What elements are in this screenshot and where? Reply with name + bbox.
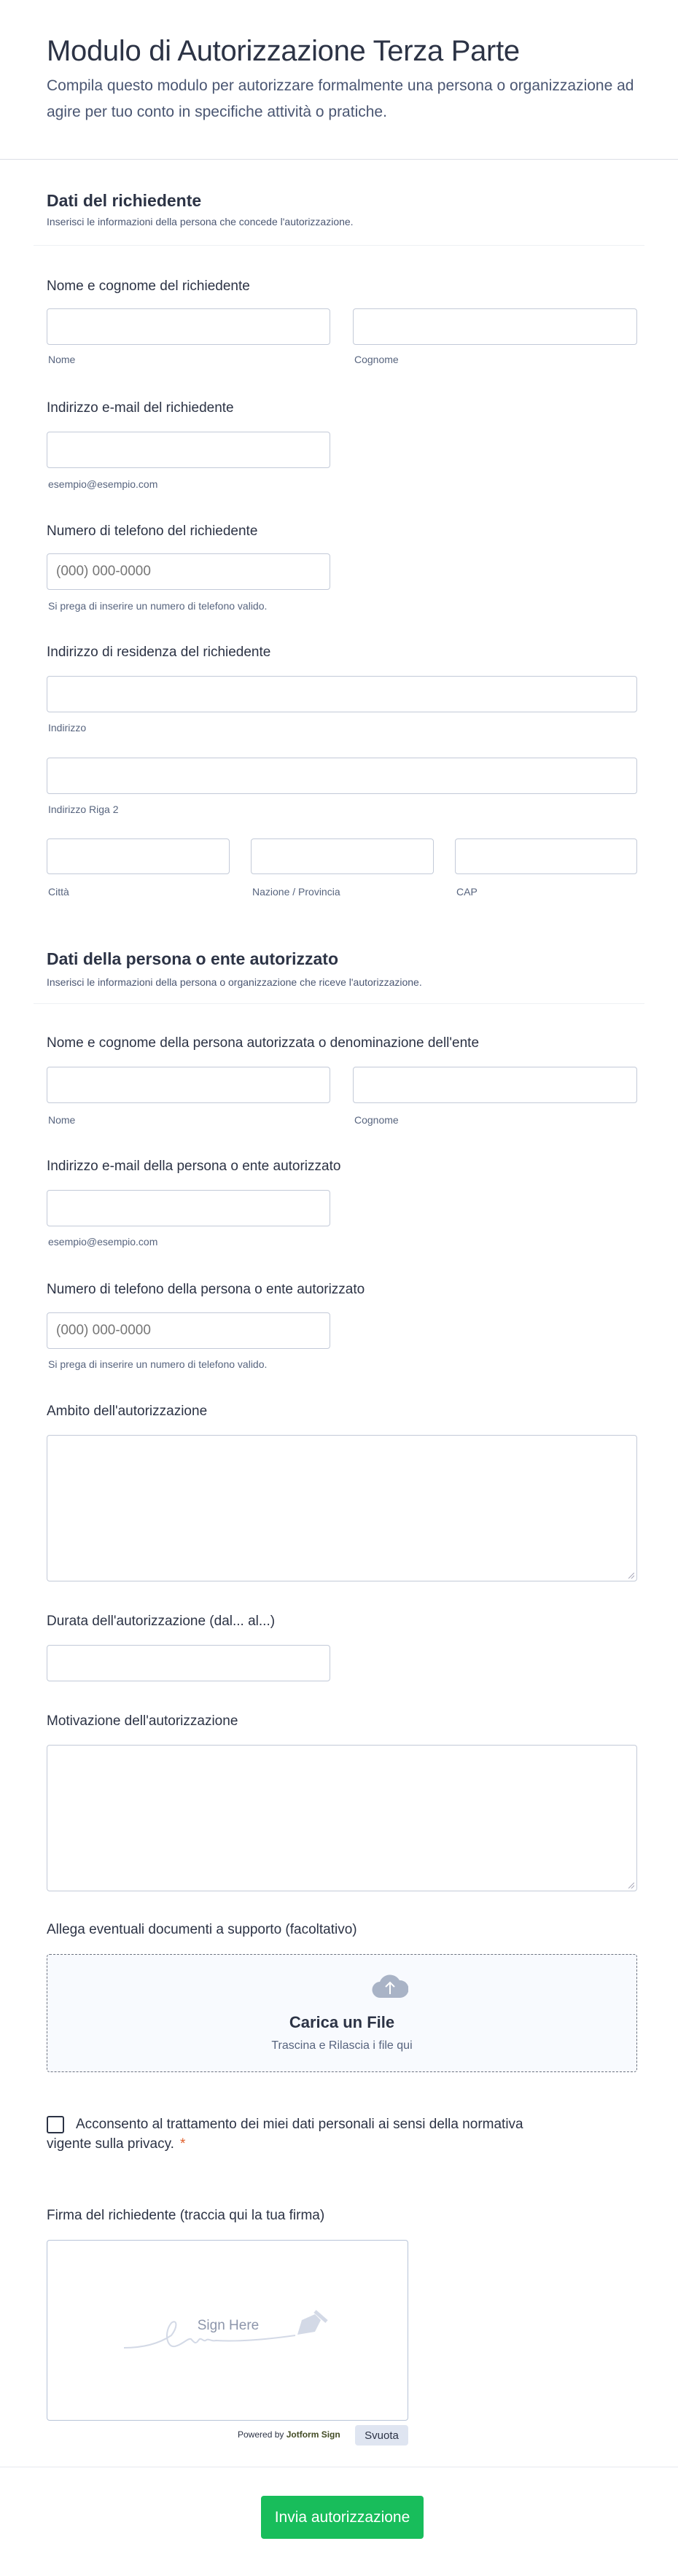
city-sublabel: Città xyxy=(48,886,69,898)
section-title-applicant: Dati del richiedente xyxy=(47,191,202,210)
city-input[interactable] xyxy=(47,838,230,874)
cloud-upload-icon xyxy=(372,1974,408,1999)
upload-title: Carica un File xyxy=(289,2013,395,2031)
applicant-phone-input[interactable] xyxy=(47,553,330,590)
first-name-sublabel: Nome xyxy=(48,354,76,365)
zip-input[interactable] xyxy=(455,838,637,874)
phone-sublabel: Si prega di inserire un numero di telefono valido. xyxy=(48,600,268,612)
section-divider xyxy=(34,245,644,246)
file-upload-dropzone[interactable] xyxy=(47,1954,637,2072)
duration-label: Durata dell'autorizzazione (dal... al...) xyxy=(47,1614,276,1629)
powered-by xyxy=(238,2429,340,2440)
duration-input[interactable] xyxy=(47,1645,330,1681)
consent-label[interactable] xyxy=(47,2114,528,2154)
authorized-last-name-input[interactable] xyxy=(353,1067,637,1103)
email-sublabel: esempio@esempio.com xyxy=(48,1236,158,1248)
scope-textarea[interactable] xyxy=(47,1435,637,1581)
zip-sublabel: CAP xyxy=(456,886,478,898)
authorized-email-input[interactable] xyxy=(47,1190,330,1226)
authorized-phone-label: Numero di telefono della persona o ente autorizzato xyxy=(47,1282,365,1297)
signature-label: Firma del richiedente (traccia qui la tua firma) xyxy=(47,2208,325,2223)
phone-sublabel: Si prega di inserire un numero di telefono valido. xyxy=(48,1358,268,1370)
clear-signature-button[interactable]: Svuota xyxy=(355,2425,408,2445)
reason-label: Motivazione dell'autorizzazione xyxy=(47,1713,238,1729)
address-line1-sublabel: Indirizzo xyxy=(48,722,87,734)
sign-here-text: Sign Here xyxy=(197,2318,260,2333)
email-sublabel: esempio@esempio.com xyxy=(48,478,158,490)
authorized-email-label: Indirizzo e-mail della persona o ente autorizzato xyxy=(47,1159,341,1174)
section-subtitle-authorized: Inserisci le informazioni della persona o organizzazione che riceve l'autorizzazione. xyxy=(47,976,422,988)
reason-textarea[interactable] xyxy=(47,1745,637,1891)
applicant-address-label: Indirizzo di residenza del richiedente xyxy=(47,645,271,660)
section-divider xyxy=(34,1003,644,1004)
applicant-name-label: Nome e cognome del richiedente xyxy=(47,279,250,294)
state-input[interactable] xyxy=(251,838,434,874)
applicant-phone-label: Numero di telefono del richiedente xyxy=(47,524,258,539)
first-name-sublabel: Nome xyxy=(48,1114,76,1126)
submit-button[interactable]: Invia autorizzazione xyxy=(261,2496,424,2539)
upload-subtitle: Trascina e Rilascia i file qui xyxy=(271,2039,413,2052)
powered-by-text: Powered by xyxy=(238,2429,284,2440)
applicant-email-label: Indirizzo e-mail del richiedente xyxy=(47,400,234,416)
last-name-sublabel: Cognome xyxy=(354,354,399,365)
scope-label: Ambito dell'autorizzazione xyxy=(47,1404,208,1419)
consent-text: Acconsento al trattamento dei miei dati personali ai sensi della normativa vigente sulla privacy. xyxy=(47,2117,523,2152)
authorized-first-name-input[interactable] xyxy=(47,1067,330,1103)
address-line2-sublabel: Indirizzo Riga 2 xyxy=(48,803,119,815)
last-name-sublabel: Cognome xyxy=(354,1114,399,1126)
applicant-first-name-input[interactable] xyxy=(47,308,330,345)
required-asterisk: * xyxy=(179,2136,186,2152)
section-title-authorized: Dati della persona o ente autorizzato xyxy=(47,949,339,968)
applicant-email-input[interactable] xyxy=(47,432,330,468)
jotform-sign-brand: Jotform Sign xyxy=(286,2429,340,2440)
upload-label: Allega eventuali documenti a supporto (facoltativo) xyxy=(47,1922,357,1937)
signature-pad[interactable] xyxy=(47,2240,408,2421)
applicant-last-name-input[interactable] xyxy=(353,308,637,345)
state-sublabel: Nazione / Provincia xyxy=(252,886,340,898)
page-title: Modulo di Autorizzazione Terza Parte xyxy=(47,35,520,67)
authorized-phone-input[interactable] xyxy=(47,1312,330,1349)
section-subtitle-applicant: Inserisci le informazioni della persona che concede l'autorizzazione. xyxy=(47,216,354,227)
resize-handle-icon[interactable] xyxy=(628,1573,634,1579)
page-description: Compila questo modulo per autorizzare formalmente una persona o organizzazione ad agire per tuo conto in specifiche attività o pratiche. xyxy=(47,77,634,120)
header-divider xyxy=(0,159,678,160)
address-line1-input[interactable] xyxy=(47,676,637,712)
authorized-name-label: Nome e cognome della persona autorizzata o denominazione dell'ente xyxy=(47,1035,480,1051)
address-line2-input[interactable] xyxy=(47,758,637,794)
resize-handle-icon[interactable] xyxy=(628,1883,634,1888)
